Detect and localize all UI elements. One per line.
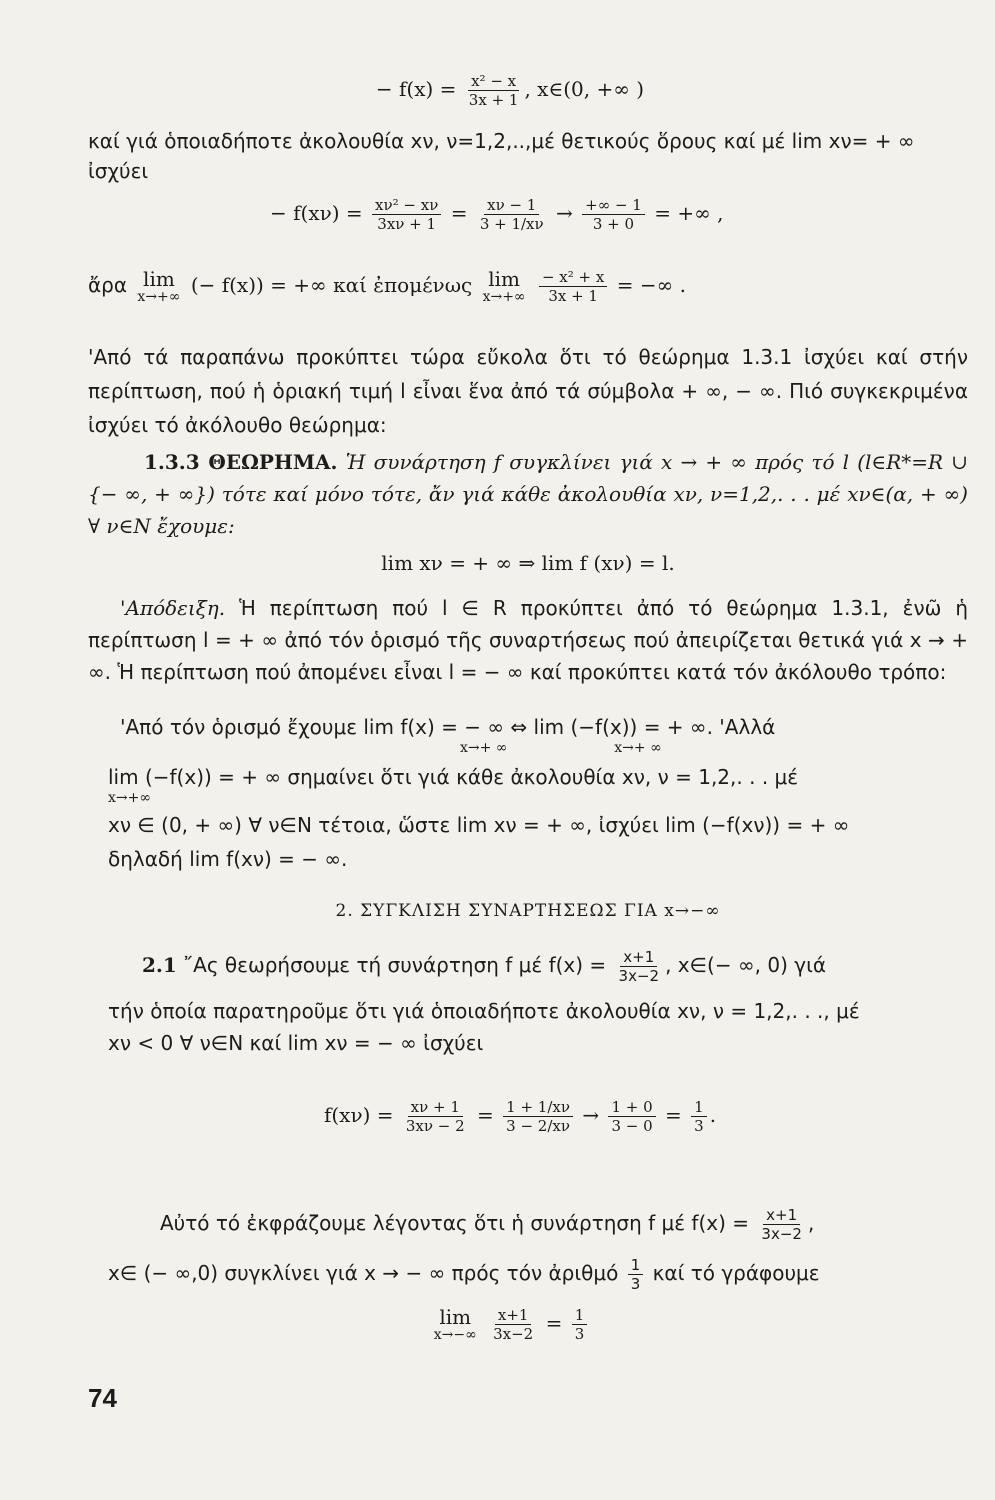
end-line-1-text: Αὐτό τό ἐκφράζουμε λέγοντας ὅτι ἡ συνάρτηση f μέ f(x) = [160,1211,750,1235]
eq4-f3n: 1 + 0 [608,1098,655,1117]
proof-line-4: xν ∈ (0, + ∞) ∀ ν∈N τέτοια, ὥστε lim xν = + ∞, ἰσχύει lim (−f(xν)) = + ∞ [108,813,850,837]
eq5-equals: = [545,1311,563,1335]
eq1-num: x² − x [468,72,519,91]
eq2-frac-3 [582,196,645,233]
eq3-limit [137,268,180,304]
eq4-f1d: 3xν − 2 [405,1117,465,1135]
eq4-f4d: 3 [694,1117,704,1135]
eq5-fraction [490,1306,536,1343]
eq2-f3n: +∞ − 1 [582,196,645,215]
s21-number: 2.1 [142,953,177,977]
end2-fd: 3 [630,1275,641,1293]
proof-line-2-sub: x→+ ∞ x→+ ∞ [460,740,662,756]
eq5-lim: lim [439,1305,472,1329]
eq4-f2d: 3 − 2/xν [506,1117,570,1135]
end-line-1 [108,1206,968,1243]
proof-line-3-sub: x→+∞ [108,790,152,806]
equation-3 [88,268,888,305]
end-line-2-fraction [628,1256,644,1293]
eq4-equals: = [477,1103,494,1127]
end-line-2 [108,1256,968,1293]
equation-5 [300,1306,720,1343]
end-line-2-tail: καί τό γράφουμε [652,1261,820,1285]
equation-4 [200,1098,840,1135]
eq4-equals-2: = [665,1103,682,1127]
eq2-f3d: 3 + 0 [592,215,635,233]
eq2-arrow: → [556,201,573,225]
page-number: 74 [88,1383,117,1413]
eq4-lhs: f(xν) = [323,1103,394,1127]
p1-line-2: ἰσχύει [88,159,149,183]
eq3-num: − x² + x [539,268,607,287]
eq4-frac-4 [691,1098,707,1135]
s21-fd: 3x−2 [618,967,660,985]
eq5-rd: 3 [574,1325,585,1343]
proof-line-3: lim (−f(x)) = + ∞ σημαίνει ὅτι γιά κάθε ἀκολουθία xν, ν = 1,2,. . . μέ [108,765,799,789]
eq3-den: 3x + 1 [548,287,598,305]
equation-2 [270,196,830,233]
end1-fd: 3x−2 [761,1225,802,1243]
eq2-frac-1 [372,196,441,233]
eq2-frac-2 [477,196,547,233]
eq3-lim2: lim [488,267,520,291]
end-line-1-fraction [758,1206,805,1243]
paragraph-1 [88,126,968,186]
eq4-frac-2 [503,1098,573,1135]
s21-fn: x+1 [620,948,657,967]
section-heading: 2. ΣΥΓΚΛΙΣΗ ΣΥΝΑΡΤΗΣΕΩΣ ΓΙΑ x→−∞ [335,901,721,921]
eq3-lim-sub: x→+∞ [137,289,181,305]
eq2-f2d: 3 + 1/xν [479,215,544,233]
proof-line-5: δηλαδή lim f(xν) = − ∞. [108,847,348,871]
proof-label: 'Απόδειξη. [120,596,226,620]
eq3-mid: (− f(x)) = +∞ καί ἐπομένως [190,273,473,297]
eq4-f4n: 1 [691,1098,707,1117]
eq2-equals: = [450,201,468,225]
theorem-1-3-3 [88,446,968,542]
end1-fn: x+1 [763,1206,800,1225]
eq2-tail: = +∞ , [654,201,724,225]
eq3-lim2-sub: x→+∞ [482,289,526,305]
s21-line-2: τήν ὁποία παρατηροῦμε ὅτι γιά ὁποιαδήποτε ἀκολουθία xν, ν = 1,2,. . ., μέ [108,999,860,1023]
eq2-f1n: xν² − xν [372,196,441,215]
end2-fn: 1 [628,1256,644,1275]
eq5-fn: x+1 [495,1306,532,1325]
eq3-lim: lim [143,267,175,291]
paragraph-2: 'Από τά παραπάνω προκύπτει τώρα εὔκολα ὅτι τό θεώρημα 1.3.1 ἰσχύει καί στήν περίπτωση, πού ἡ ὁριακή τιμή l εἶναι ἕνα ἀπό τά σύμβολα + ∞, − ∞. Πιό συγκεκριμένα ἰσχύει τό ἀκόλουθο θεώρημα: [88,345,968,437]
theorem-text: Ἡ συνάρτηση f συγκλίνει γιά x → + ∞ πρός τό l (l∈R*=R ∪ {− ∞, + ∞}) τότε καί μόνο τότε, ἄν γιά κάθε ἀκολουθία xν, ν=1,2,. . . μέ xν∈(α, + ∞) ∀ ν∈N ἔχουμε: [88,450,969,538]
s21-line-1 [108,948,968,985]
eq4-f2n: 1 + 1/xν [503,1098,573,1117]
end-line-2-text: x∈ (− ∞,0) συγκλίνει γιά x → − ∞ πρός τόν ἀριθμό [108,1261,619,1285]
eq1-den: 3x + 1 [468,91,519,109]
proof-line-2: 'Από τόν ὁρισμό ἔχουμε lim f(x) = − ∞ ⇔ lim (−f(x)) = + ∞. 'Αλλά [120,715,776,739]
eq4-tail: . [709,1103,717,1127]
eq4-frac-1 [403,1098,468,1135]
eq3-fraction [539,268,607,305]
eq4-f1n: xν + 1 [408,1098,463,1117]
theorem-equation: lim xν = + ∞ ⇒ lim f (xν) = l. [381,551,675,575]
eq5-rn: 1 [572,1306,588,1325]
eq5-fd: 3x−2 [493,1325,534,1343]
eq2-f1d: 3xν + 1 [377,215,437,233]
s21-fraction [616,948,663,985]
eq1-lhs: − f(x) = [375,77,457,101]
eq2-lhs: − f(xν) = [270,201,363,225]
equation-1 [300,72,720,109]
p1-line: καί γιά ὁποιαδήποτε ἀκολουθία xν, ν=1,2,..,μέ θετικούς ὅρους καί μέ lim xν= + ∞ [88,129,915,153]
eq4-f3d: 3 − 0 [611,1117,653,1135]
eq4-arrow: → [582,1103,600,1127]
s21-text-tail: , x∈(− ∞, 0) γιά [665,953,827,977]
eq1-tail: , x∈(0, +∞ ) [524,77,645,101]
end-line-1-tail: , [807,1211,815,1235]
eq5-result [572,1306,588,1343]
s21-text-a: ῎Ας θεωρήσουμε τή συνάρτηση f μέ f(x) = [183,953,607,977]
eq5-lim-sub: x→−∞ [433,1327,477,1343]
proof-text-1: Ἡ περίπτωση πού l ∈ R προκύπτει ἀπό τό θεώρημα 1.3.1, ἐνῶ ἡ περίπτωση l = + ∞ ἀπό τόν ὁρισμό τῆς συναρτήσεως πού ἀπειρίζεται θετικά γιά x → + ∞. Ἡ περίπτωση πού ἀπομένει εἶναι l = − ∞ καί προκύπτει κατά τόν ἀκόλουθο τρόπο: [88,596,968,684]
eq4-frac-3 [608,1098,655,1135]
eq3-tail: = −∞ . [616,273,686,297]
s21-line-3: xν < 0 ∀ ν∈N καί lim xν = − ∞ ἰσχύει [108,1031,484,1055]
theorem-number: 1.3.3 ΘΕΩΡΗΜΑ. [144,450,338,474]
eq2-f2n: xν − 1 [484,196,539,215]
eq3-ara: ἄρα [88,273,128,297]
proof-paragraph-1 [88,592,968,688]
eq1-fraction [466,72,522,109]
eq3-limit-2 [483,268,526,304]
eq5-limit [434,1306,477,1342]
